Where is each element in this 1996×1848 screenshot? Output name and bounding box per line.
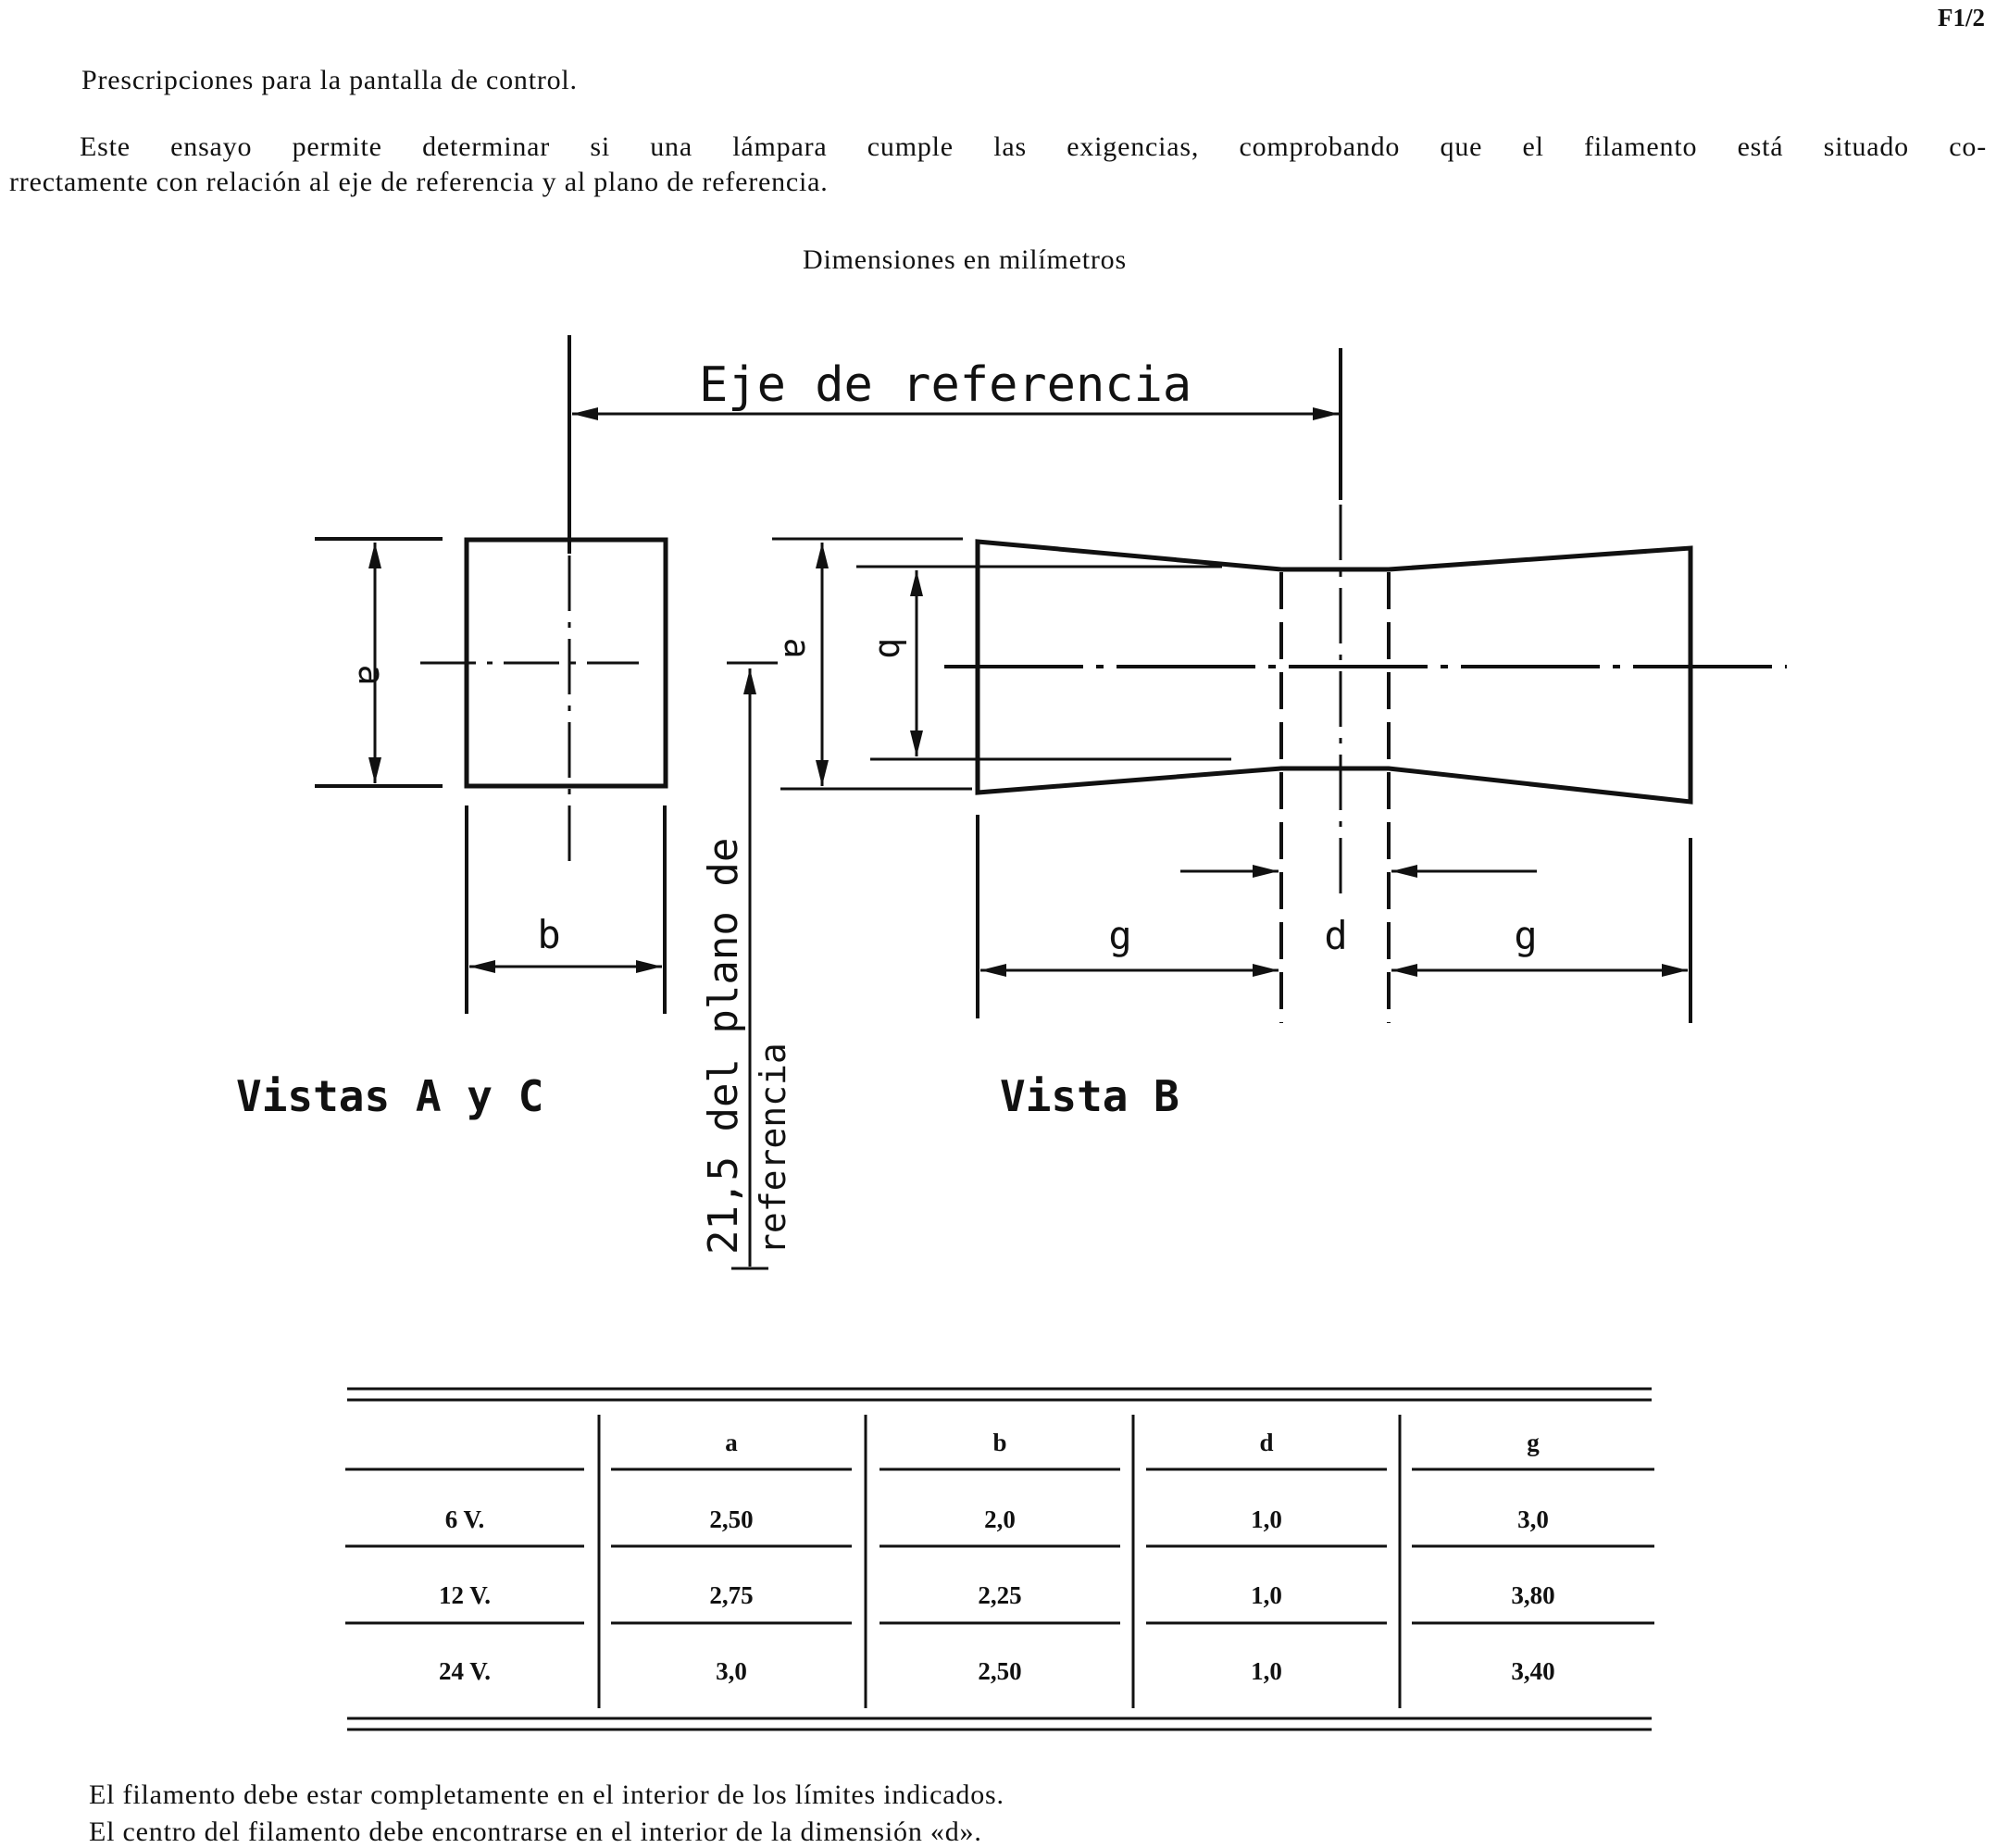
footer-line-1: El filamento debe estar completamente en el interior de los límites indicados. <box>89 1779 1004 1810</box>
dim-a-label-b: a <box>777 637 817 659</box>
page-reference: F1/2 <box>1938 4 1985 31</box>
view-b-label: Vista B <box>1000 1071 1179 1121</box>
table-cell: 2,50 <box>978 1657 1022 1685</box>
table-cell: 1,0 <box>1251 1657 1282 1685</box>
table-cell: 3,0 <box>1517 1505 1549 1533</box>
table-cell: 2,25 <box>978 1581 1022 1609</box>
table-cell: 2,50 <box>709 1505 754 1533</box>
units-note: Dimensiones en milímetros <box>803 244 1127 275</box>
table-header-b: b <box>992 1429 1007 1456</box>
footer-line-2: El centro del filamento debe encontrarse en el interior de la dimensión «d». <box>89 1817 982 1847</box>
table-header-d: d <box>1259 1429 1274 1456</box>
view-ac-label: Vistas A y C <box>236 1071 544 1121</box>
section-heading: Prescripciones para la pantalla de control. <box>81 65 578 95</box>
table-cell: 2,75 <box>709 1581 754 1609</box>
dim-g-label-left: g <box>1108 913 1132 958</box>
table-row-label: 6 V. <box>444 1505 485 1533</box>
table-cell: 1,0 <box>1251 1581 1282 1609</box>
axis-label: Eje de referencia <box>699 357 1192 413</box>
table-row-label: 24 V. <box>438 1657 492 1685</box>
paragraph-line-1: Este ensayo permite determinar si una lámpara cumple las exigencias, comprobando que el filamento está situado co- <box>80 131 1987 162</box>
dim-a-label-ac: a <box>351 664 392 686</box>
dim-b-label-b: b <box>871 637 912 659</box>
table-header-g: g <box>1527 1429 1540 1456</box>
paragraph-line-2: rrectamente con relación al eje de referencia y al plano de referencia. <box>9 167 829 197</box>
table-cell: 1,0 <box>1251 1505 1282 1533</box>
plane-label-2: referencia <box>753 1043 793 1255</box>
plane-label-1: 21,5 del plano de <box>700 837 747 1255</box>
table-cell: 3,40 <box>1511 1657 1555 1685</box>
table-header-a: a <box>725 1429 738 1456</box>
table-cell: 3,0 <box>716 1657 747 1685</box>
dim-d-label: d <box>1324 913 1348 958</box>
table-row-label: 12 V. <box>438 1581 492 1609</box>
dim-g-label-right: g <box>1514 913 1538 958</box>
table-cell: 3,80 <box>1511 1581 1555 1609</box>
table-cell: 2,0 <box>984 1505 1016 1533</box>
dim-b-label-ac: b <box>537 912 561 957</box>
filament-envelope <box>978 542 1690 802</box>
